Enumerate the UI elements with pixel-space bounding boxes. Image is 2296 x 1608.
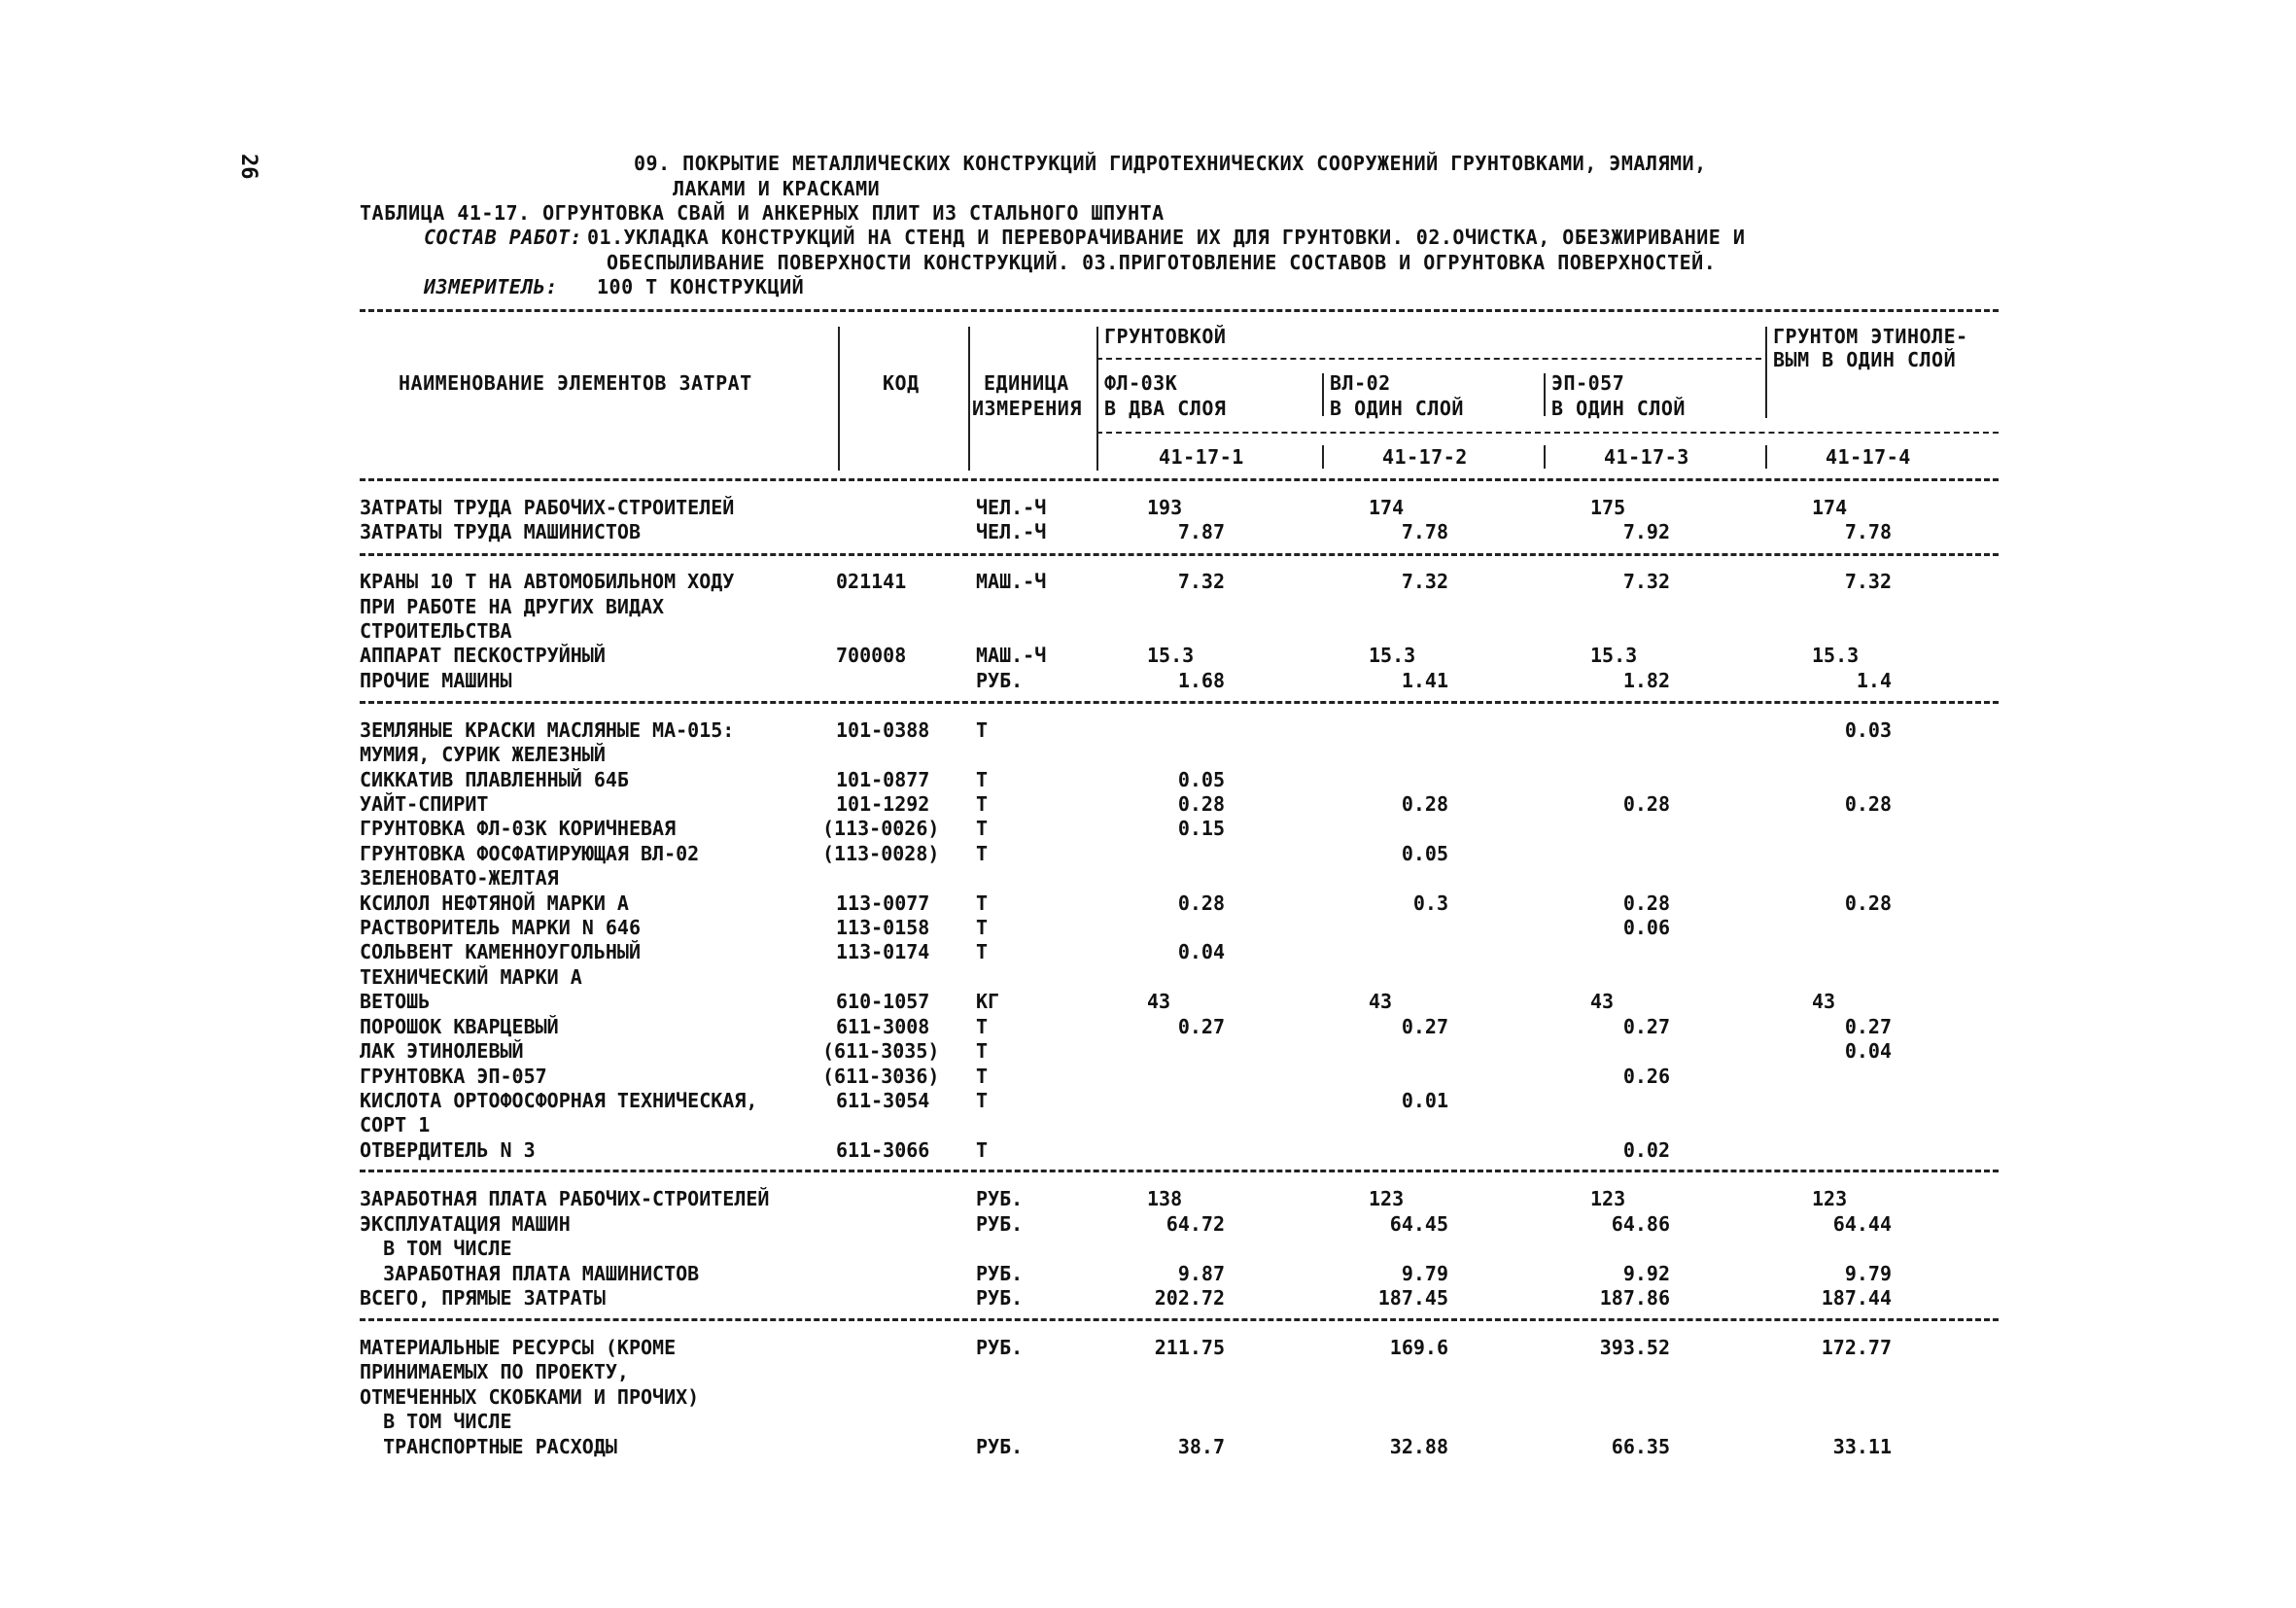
rule-sep-2 xyxy=(360,701,1999,704)
row-name: МУМИЯ, СУРИК ЖЕЛЕЗНЫЙ xyxy=(360,743,606,766)
row-name: ЭКСПЛУАТАЦИЯ МАШИН xyxy=(360,1212,571,1236)
row-code: 101-1292 xyxy=(836,792,930,816)
vbar-col2b xyxy=(1322,445,1324,469)
header-sub3-1: ЭП-057 xyxy=(1551,371,1625,395)
row-unit: КГ xyxy=(976,990,1000,1013)
row-name: ГРУНТОВКА ЭП-057 xyxy=(360,1065,547,1088)
row-code: (113-0026) xyxy=(822,817,940,840)
row-unit: РУБ. xyxy=(976,1286,1024,1310)
row-unit: Т xyxy=(976,842,989,865)
row-name: ЗАТРАТЫ ТРУДА МАШИНИСТОВ xyxy=(360,520,641,543)
row-name: МАТЕРИАЛЬНЫЕ РЕСУРСЫ (КРОМЕ xyxy=(360,1336,677,1359)
row-value: 0.27 xyxy=(1177,1015,1225,1038)
section-title-line2: ЛАКАМИ И КРАСКАМИ xyxy=(673,177,881,200)
row-value: 174 xyxy=(1369,496,1405,519)
row-unit: Т xyxy=(976,1065,989,1088)
row-value: 7.32 xyxy=(1177,570,1225,593)
row-unit: РУБ. xyxy=(976,1262,1024,1285)
header-sub1-2: В ДВА СЛОЯ xyxy=(1104,397,1227,420)
row-value: 15.3 xyxy=(1147,644,1195,667)
row-code: 101-0388 xyxy=(836,718,930,742)
row-code: 611-3008 xyxy=(836,1015,930,1038)
row-value: 9.79 xyxy=(1844,1262,1892,1285)
row-value: 0.28 xyxy=(1622,792,1670,816)
row-value: 0.05 xyxy=(1177,768,1225,791)
header-code: КОД xyxy=(883,371,920,395)
row-value: 193 xyxy=(1147,496,1183,519)
row-value: 38.7 xyxy=(1177,1435,1225,1458)
vbar-col3b xyxy=(1544,445,1546,469)
row-unit: Т xyxy=(976,891,989,915)
row-unit: Т xyxy=(976,940,989,963)
row-value: 0.27 xyxy=(1844,1015,1892,1038)
row-unit: РУБ. xyxy=(976,1336,1024,1359)
row-name: АППАРАТ ПЕСКОСТРУЙНЫЙ xyxy=(360,644,606,667)
header-sub2-1: ВЛ-02 xyxy=(1330,371,1391,395)
row-name: ЗАРАБОТНАЯ ПЛАТА РАБОЧИХ-СТРОИТЕЛЕЙ xyxy=(360,1187,770,1210)
header-unit-1: ЕДИНИЦА xyxy=(984,371,1069,395)
row-value: 7.32 xyxy=(1401,570,1448,593)
row-name: ГРУНТОВКА ФОСФАТИРУЮЩАЯ ВЛ-02 xyxy=(360,842,700,865)
row-value: 172.77 xyxy=(1821,1336,1892,1359)
row-value: 7.87 xyxy=(1177,520,1225,543)
table-title: ТАБЛИЦА 41-17. ОГРУНТОВКА СВАЙ И АНКЕРНЫХ ПЛИТ ИЗ СТАЛЬНОГО ШПУНТА xyxy=(360,201,1165,225)
row-unit: Т xyxy=(976,792,989,816)
header-col-4: 41-17-4 xyxy=(1826,445,1911,469)
row-name: СТРОИТЕЛЬСТВА xyxy=(360,619,512,643)
work-label: СОСТАВ РАБОТ: xyxy=(424,226,583,249)
row-value: 0.26 xyxy=(1622,1065,1670,1088)
row-unit: Т xyxy=(976,817,989,840)
row-value: 7.78 xyxy=(1844,520,1892,543)
row-value: 15.3 xyxy=(1369,644,1416,667)
row-value: 33.11 xyxy=(1832,1435,1892,1458)
row-value: 64.72 xyxy=(1165,1212,1225,1236)
header-col-3: 41-17-3 xyxy=(1604,445,1689,469)
rule-header-bottom xyxy=(360,478,1999,481)
row-value: 187.86 xyxy=(1599,1286,1670,1310)
row-code: 611-3054 xyxy=(836,1089,930,1112)
row-value: 187.45 xyxy=(1377,1286,1448,1310)
row-value: 138 xyxy=(1147,1187,1183,1210)
row-value: 64.44 xyxy=(1832,1212,1892,1236)
row-value: 0.28 xyxy=(1844,891,1892,915)
row-value: 175 xyxy=(1590,496,1626,519)
rule-sep-1 xyxy=(360,553,1999,556)
header-sub3-2: В ОДИН СЛОЙ xyxy=(1551,397,1686,420)
row-name: ЗАТРАТЫ ТРУДА РАБОЧИХ-СТРОИТЕЛЕЙ xyxy=(360,496,735,519)
header-name: НАИМЕНОВАНИЕ ЭЛЕМЕНТОВ ЗАТРАТ xyxy=(399,371,752,395)
row-value: 7.32 xyxy=(1622,570,1670,593)
row-name: ВСЕГО, ПРЯМЫЕ ЗАТРАТЫ xyxy=(360,1286,606,1310)
row-value: 43 xyxy=(1147,990,1171,1013)
row-code: (113-0028) xyxy=(822,842,940,865)
row-code: 101-0877 xyxy=(836,768,930,791)
row-value: 0.28 xyxy=(1177,792,1225,816)
row-value: 0.03 xyxy=(1844,718,1892,742)
header-group2-2: ВЫМ В ОДИН СЛОЙ xyxy=(1773,348,1957,371)
row-value: 7.92 xyxy=(1622,520,1670,543)
row-value: 15.3 xyxy=(1812,644,1860,667)
row-name: ТРАНСПОРТНЫЕ РАСХОДЫ xyxy=(360,1435,617,1458)
row-unit: Т xyxy=(976,1138,989,1162)
row-value: 64.86 xyxy=(1611,1212,1670,1236)
row-value: 0.15 xyxy=(1177,817,1225,840)
row-value: 0.04 xyxy=(1177,940,1225,963)
row-value: 15.3 xyxy=(1590,644,1638,667)
row-value: 0.28 xyxy=(1177,891,1225,915)
row-name: ЗАРАБОТНАЯ ПЛАТА МАШИНИСТОВ xyxy=(360,1262,700,1285)
row-unit: Т xyxy=(976,916,989,939)
row-unit: Т xyxy=(976,1039,989,1063)
row-unit: ЧЕЛ.-Ч xyxy=(976,520,1047,543)
measure-text: 100 Т КОНСТРУКЦИЙ xyxy=(597,275,805,298)
row-value: 1.4 xyxy=(1856,669,1892,692)
row-name: КСИЛОЛ НЕФТЯНОЙ МАРКИ А xyxy=(360,891,629,915)
row-value: 9.92 xyxy=(1622,1262,1670,1285)
row-value: 1.41 xyxy=(1401,669,1448,692)
row-value: 7.32 xyxy=(1844,570,1892,593)
rule-codes xyxy=(1096,432,1999,434)
row-name: УАЙТ-СПИРИТ xyxy=(360,792,489,816)
row-unit: ЧЕЛ.-Ч xyxy=(976,496,1047,519)
row-name: ПОРОШОК КВАРЦЕВЫЙ xyxy=(360,1015,559,1038)
row-code: 113-0077 xyxy=(836,891,930,915)
vbar-code xyxy=(838,327,840,471)
row-code: 021141 xyxy=(836,570,907,593)
vbar-col4 xyxy=(1765,327,1767,418)
row-value: 0.28 xyxy=(1622,891,1670,915)
row-code: 113-0158 xyxy=(836,916,930,939)
row-name: В ТОМ ЧИСЛЕ xyxy=(360,1410,512,1433)
row-value: 66.35 xyxy=(1611,1435,1670,1458)
header-sub2-2: В ОДИН СЛОЙ xyxy=(1330,397,1464,420)
row-name: КИСЛОТА ОРТОФОСФОРНАЯ ТЕХНИЧЕСКАЯ, xyxy=(360,1089,758,1112)
row-name: КРАНЫ 10 Т НА АВТОМОБИЛЬНОМ ХОДУ xyxy=(360,570,735,593)
row-code: 610-1057 xyxy=(836,990,930,1013)
row-value: 0.27 xyxy=(1622,1015,1670,1038)
vbar-col3 xyxy=(1544,373,1546,416)
page-number: 26 xyxy=(236,154,261,180)
row-value: 0.06 xyxy=(1622,916,1670,939)
row-code: 611-3066 xyxy=(836,1138,930,1162)
rule-top xyxy=(360,309,1999,312)
row-unit: РУБ. xyxy=(976,1187,1024,1210)
row-value: 123 xyxy=(1590,1187,1626,1210)
rule-sep-3 xyxy=(360,1170,1999,1172)
vbar-col4b xyxy=(1765,445,1767,469)
row-value: 187.44 xyxy=(1821,1286,1892,1310)
row-value: 1.68 xyxy=(1177,669,1225,692)
row-unit: Т xyxy=(976,718,989,742)
row-name: ЗЕЛЕНОВАТО-ЖЕЛТАЯ xyxy=(360,866,559,890)
row-value: 43 xyxy=(1369,990,1393,1013)
row-value: 123 xyxy=(1369,1187,1405,1210)
row-value: 7.78 xyxy=(1401,520,1448,543)
row-name: ОТВЕРДИТЕЛЬ N 3 xyxy=(360,1138,536,1162)
header-group2-1: ГРУНТОМ ЭТИНОЛЕ- xyxy=(1773,325,1968,348)
vbar-col1 xyxy=(1096,327,1098,471)
row-value: 1.82 xyxy=(1622,669,1670,692)
row-value: 64.45 xyxy=(1389,1212,1448,1236)
row-value: 9.79 xyxy=(1401,1262,1448,1285)
row-value: 202.72 xyxy=(1154,1286,1225,1310)
row-code: 113-0174 xyxy=(836,940,930,963)
row-value: 123 xyxy=(1812,1187,1848,1210)
row-value: 0.28 xyxy=(1844,792,1892,816)
row-code: (611-3035) xyxy=(822,1039,940,1063)
header-col-1: 41-17-1 xyxy=(1159,445,1244,469)
measure-label: ИЗМЕРИТЕЛЬ: xyxy=(424,275,558,298)
row-value: 9.87 xyxy=(1177,1262,1225,1285)
row-name: СОРТ 1 xyxy=(360,1113,431,1136)
row-unit: МАШ.-Ч xyxy=(976,644,1047,667)
row-name: СИККАТИВ ПЛАВЛЕННЫЙ 64Б xyxy=(360,768,629,791)
header-sub1-1: ФЛ-03К xyxy=(1104,371,1178,395)
row-value: 0.27 xyxy=(1401,1015,1448,1038)
work-text-line1: 01.УКЛАДКА КОНСТРУКЦИЙ НА СТЕНД И ПЕРЕВОРАЧИВАНИЕ ИХ ДЛЯ ГРУНТОВКИ. 02.ОЧИСТКА, ОБЕЗЖИРИВАНИЕ И xyxy=(587,226,1746,249)
row-value: 43 xyxy=(1590,990,1615,1013)
row-value: 0.01 xyxy=(1401,1089,1448,1112)
row-name: ГРУНТОВКА ФЛ-03К КОРИЧНЕВАЯ xyxy=(360,817,677,840)
row-value: 0.28 xyxy=(1401,792,1448,816)
row-name: СОЛЬВЕНТ КАМЕННОУГОЛЬНЫЙ xyxy=(360,940,641,963)
row-name: ПРИНИМАЕМЫХ ПО ПРОЕКТУ, xyxy=(360,1360,629,1383)
row-value: 0.05 xyxy=(1401,842,1448,865)
row-unit: Т xyxy=(976,768,989,791)
row-name: ЛАК ЭТИНОЛЕВЫЙ xyxy=(360,1039,524,1063)
header-col-2: 41-17-2 xyxy=(1382,445,1468,469)
header-group1: ГРУНТОВКОЙ xyxy=(1104,325,1227,348)
row-name: ТЕХНИЧЕСКИЙ МАРКИ А xyxy=(360,965,582,989)
vbar-col2 xyxy=(1322,373,1324,416)
row-value: 211.75 xyxy=(1154,1336,1225,1359)
row-value: 0.3 xyxy=(1412,891,1448,915)
section-title-line1: 09. ПОКРЫТИЕ МЕТАЛЛИЧЕСКИХ КОНСТРУКЦИЙ ГИДРОТЕХНИЧЕСКИХ СООРУЖЕНИЙ ГРУНТОВКАМИ, ЭМАЛЯМИ, xyxy=(634,152,1707,175)
row-value: 0.04 xyxy=(1844,1039,1892,1063)
row-value: 174 xyxy=(1812,496,1848,519)
row-value: 393.52 xyxy=(1599,1336,1670,1359)
row-unit: РУБ. xyxy=(976,669,1024,692)
row-name: РАСТВОРИТЕЛЬ МАРКИ N 646 xyxy=(360,916,641,939)
row-name: В ТОМ ЧИСЛЕ xyxy=(360,1237,512,1260)
rule-sep-4 xyxy=(360,1318,1999,1321)
row-value: 32.88 xyxy=(1389,1435,1448,1458)
row-unit: РУБ. xyxy=(976,1212,1024,1236)
row-name: ПРОЧИЕ МАШИНЫ xyxy=(360,669,512,692)
row-name: ОТМЕЧЕННЫХ СКОБКАМИ И ПРОЧИХ) xyxy=(360,1385,700,1409)
row-name: ВЕТОШЬ xyxy=(360,990,431,1013)
row-code: (611-3036) xyxy=(822,1065,940,1088)
row-unit: Т xyxy=(976,1015,989,1038)
row-name: ЗЕМЛЯНЫЕ КРАСКИ МАСЛЯНЫЕ МА-015: xyxy=(360,718,735,742)
row-name: ПРИ РАБОТЕ НА ДРУГИХ ВИДАХ xyxy=(360,595,665,618)
row-value: 169.6 xyxy=(1389,1336,1448,1359)
row-value: 43 xyxy=(1812,990,1836,1013)
row-value: 0.02 xyxy=(1622,1138,1670,1162)
row-unit: РУБ. xyxy=(976,1435,1024,1458)
row-code: 700008 xyxy=(836,644,907,667)
row-unit: МАШ.-Ч xyxy=(976,570,1047,593)
work-text-line2: ОБЕСПЫЛИВАНИЕ ПОВЕРХНОСТИ КОНСТРУКЦИЙ. 03.ПРИГОТОВЛЕНИЕ СОСТАВОВ И ОГРУНТОВКА ПОВЕРХНОСТЕЙ. xyxy=(607,251,1717,274)
header-unit-2: ИЗМЕРЕНИЯ xyxy=(972,397,1082,420)
rule-group xyxy=(1096,358,1761,360)
row-unit: Т xyxy=(976,1089,989,1112)
vbar-unit xyxy=(968,327,970,471)
